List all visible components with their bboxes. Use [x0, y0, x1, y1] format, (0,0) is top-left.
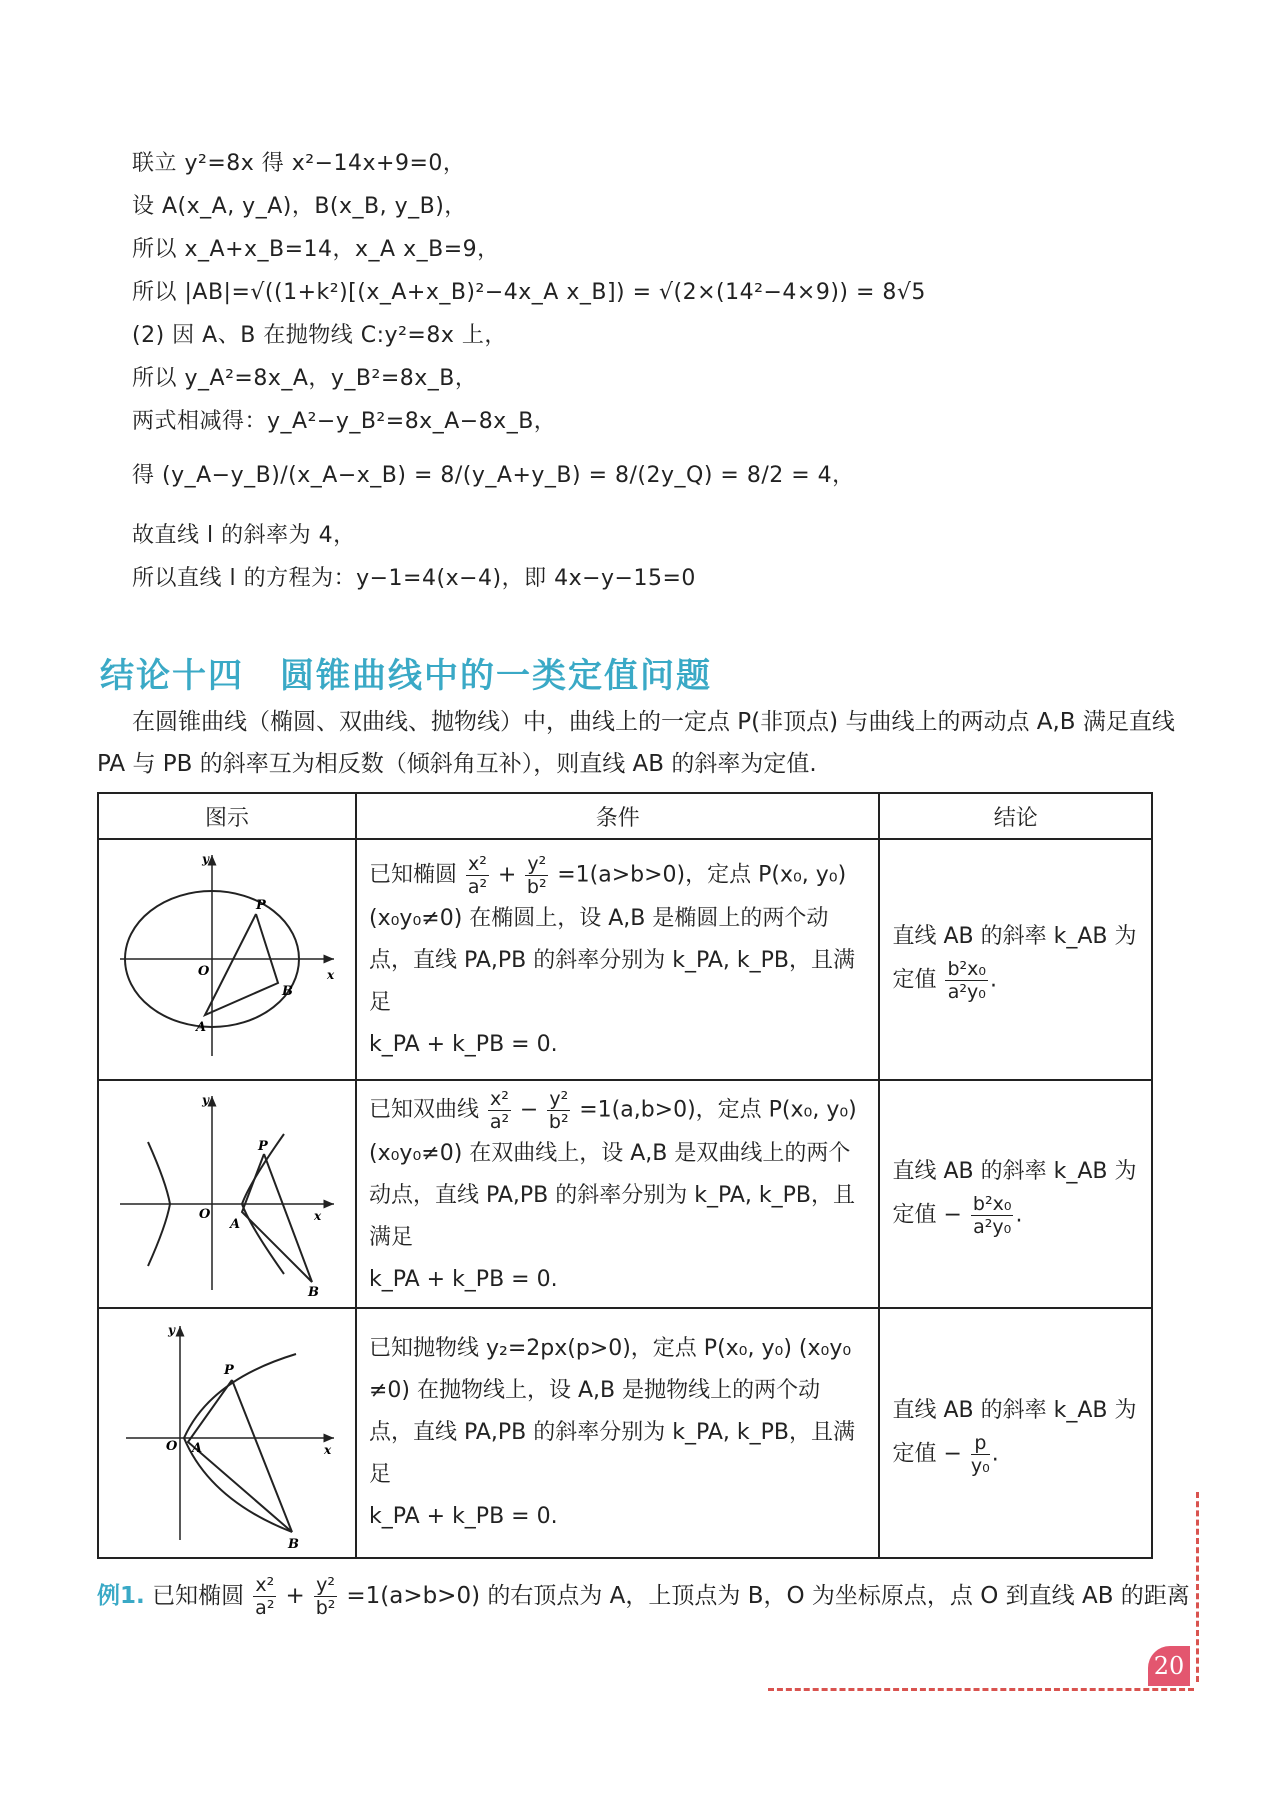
condition-cell	[356, 839, 879, 1080]
triangle-pab	[205, 914, 278, 1015]
conclusion-cell	[879, 1308, 1152, 1558]
figure-cell-parabola	[98, 1308, 356, 1558]
fraction: $\frac{\text{x²}}{\text{a²}}$	[255, 1574, 275, 1619]
condition-cell	[356, 1308, 879, 1558]
hyperbola-figure	[100, 1082, 354, 1302]
fraction: $\frac{\text{y²}}{\text{b²}}$	[526, 853, 547, 898]
conclusion-cell	[879, 1080, 1152, 1308]
conclusion-table	[97, 792, 1153, 1559]
table-row	[98, 1308, 1152, 1558]
solution-line: 设 A(x_A, y_A)，B(x_B, y_B)，	[132, 194, 467, 219]
page-number: 20	[1148, 1646, 1190, 1686]
conclusion-line2: 定值 $\frac{\text{b²x₀}}{\text{a²y₀}}$ .	[892, 958, 998, 1003]
solution-line: 所以 |AB|=√((1+k²)[(x_A+x_B)²−4x_A x_B]) = √(2×(14²−4×9)) = 8√5	[132, 280, 926, 305]
condition-line2: ≠0) 在抛物线上，设 A,B 是抛物线上的两个动	[369, 1378, 821, 1403]
header-conclusion: 结论	[879, 793, 1152, 839]
point-p-label: P	[256, 898, 266, 913]
conclusion-line1: 直线 AB 的斜率 k_AB 为	[892, 1397, 1137, 1423]
fraction: $\frac{\text{b²x₀}}{\text{a²y₀}}$	[972, 1192, 1012, 1238]
table-row	[98, 839, 1152, 1080]
figure-cell-hyperbola	[98, 1080, 356, 1308]
solution-line: 两式相减得：y_A²−y_B²=8x_A−8x_B，	[132, 409, 557, 434]
origin-label: O	[166, 1439, 178, 1454]
point-p-label: P	[258, 1139, 268, 1154]
condition-line1: 已知椭圆 $\frac{\text{x²}}{\text{a²}}$ + $\frac{\text{y²}}{\text{b²}}$ =1(a>b>0)，定点 P(x₀, y₀)	[369, 853, 847, 898]
solution-line: 所以直线 l 的方程为：y−1=4(x−4)，即 4x−y−15=0	[132, 566, 696, 591]
section-title: 结论十四 圆锥曲线中的一类定值问题	[100, 656, 712, 696]
example-1: 例1. 已知椭圆 $\frac{\text{x²}}{\text{a²}}$ + $\frac{\text{y²}}{\text{b²}}$ =1(a>b>0) 的右顶点为 A，上顶点为 B，O 为坐标原点，点 O 到直线 AB 的距离	[97, 1574, 1190, 1619]
solution-line: 所以 x_A+x_B=14，x_A x_B=9，	[132, 237, 500, 262]
fraction: $\frac{\text{x²}}{\text{a²}}$	[467, 853, 488, 898]
triangle-pab	[188, 1380, 292, 1532]
fraction: $\frac{\text{y²}}{\text{b²}}$	[315, 1574, 336, 1619]
table-header-row	[98, 793, 1152, 839]
point-a-label: A	[230, 1217, 241, 1232]
x-label: x	[314, 1209, 322, 1223]
condition-line4: k_PA + k_PB = 0.	[369, 1266, 558, 1292]
conclusion-cell	[879, 839, 1152, 1080]
condition-line1: 已知双曲线 $\frac{\text{x²}}{\text{a²}}$ − $\frac{\text{y²}}{\text{b²}}$ =1(a,b>0)，定点 P(x₀, y₀)	[369, 1087, 857, 1133]
solution-line: (2) 因 A、B 在抛物线 C:y²=8x 上，	[132, 323, 507, 348]
point-b-label: B	[288, 1537, 299, 1552]
y-label: y	[202, 1093, 209, 1107]
fraction: $\frac{\text{b²x₀}}{\text{a²y₀}}$	[947, 958, 987, 1003]
section-intro-line2: PA 与 PB 的斜率互为相反数（倾斜角互补），则直线 AB 的斜率为定值.	[97, 751, 817, 777]
header-condition: 条件	[356, 793, 879, 839]
condition-line3: 点，直线 PA,PB 的斜率分别为 k_PA, k_PB，且满足	[369, 948, 855, 1015]
origin-label: O	[198, 964, 210, 979]
solution-line: 所以 y_A²=8x_A，y_B²=8x_B，	[132, 366, 478, 391]
conclusion-line1: 直线 AB 的斜率 k_AB 为	[892, 924, 1137, 949]
point-a-label: A	[196, 1020, 207, 1035]
origin-label: O	[199, 1207, 211, 1222]
condition-line3: 点，直线 PA,PB 的斜率分别为 k_PA, k_PB，且满足	[369, 1420, 855, 1487]
solution-line: 联立 y²=8x 得 x²−14x+9=0，	[132, 151, 466, 176]
y-label: y	[202, 852, 209, 866]
point-a-label: A	[192, 1441, 203, 1456]
solution-line: 得 (y_A−y_B)/(x_A−x_B) = 8/(y_A+y_B) = 8/(2y_Q) = 8/2 = 4，	[132, 463, 855, 488]
parabola-figure	[100, 1310, 354, 1552]
point-p-label: P	[224, 1363, 234, 1378]
x-label: x	[324, 1443, 332, 1457]
condition-line3: 动点，直线 PA,PB 的斜率分别为 k_PA, k_PB，且满足	[369, 1182, 855, 1250]
x-label: x	[327, 968, 335, 982]
conclusion-line1: 直线 AB 的斜率 k_AB 为	[892, 1158, 1137, 1184]
example-label: 例1.	[97, 1583, 145, 1609]
condition-line2: (x₀y₀≠0) 在椭圆上，设 A,B 是椭圆上的两个动	[369, 906, 829, 931]
fraction: $\frac{p}{\text{y₀}}$	[970, 1431, 990, 1477]
conclusion-line2: 定值 − $\frac{p}{\text{y₀}}$ .	[892, 1431, 999, 1477]
y-label: y	[168, 1323, 175, 1337]
fraction: $\frac{\text{x²}}{\text{a²}}$	[489, 1087, 510, 1133]
condition-cell	[356, 1080, 879, 1308]
point-b-label: B	[308, 1285, 319, 1300]
condition-line2: (x₀y₀≠0) 在双曲线上，设 A,B 是双曲线上的两个	[369, 1140, 851, 1166]
conclusion-line2: 定值 − $\frac{\text{b²x₀}}{\text{a²y₀}}$ .	[892, 1192, 1023, 1238]
condition-line4: k_PA + k_PB = 0.	[369, 1032, 558, 1057]
header-figure: 图示	[98, 793, 356, 839]
condition-line1: 已知抛物线 y₂=2px(p>0)，定点 P(x₀, y₀) (x₀y₀	[369, 1336, 852, 1361]
fraction: $\frac{\text{y²}}{\text{b²}}$	[548, 1087, 569, 1133]
figure-cell-ellipse	[98, 839, 356, 1080]
condition-line4: k_PA + k_PB = 0.	[369, 1504, 558, 1529]
table-row	[98, 1080, 1152, 1308]
page-border-dashed-vertical	[1196, 1492, 1199, 1682]
section-intro-line1: 在圆锥曲线（椭圆、双曲线、抛物线）中，曲线上的一定点 P(非顶点) 与曲线上的两动点 A,B 满足直线	[132, 709, 1175, 735]
page-border-dashed-horizontal	[768, 1688, 1194, 1691]
point-b-label: B	[282, 984, 293, 999]
ellipse-figure	[100, 841, 354, 1074]
solution-line: 故直线 l 的斜率为 4，	[132, 523, 356, 548]
